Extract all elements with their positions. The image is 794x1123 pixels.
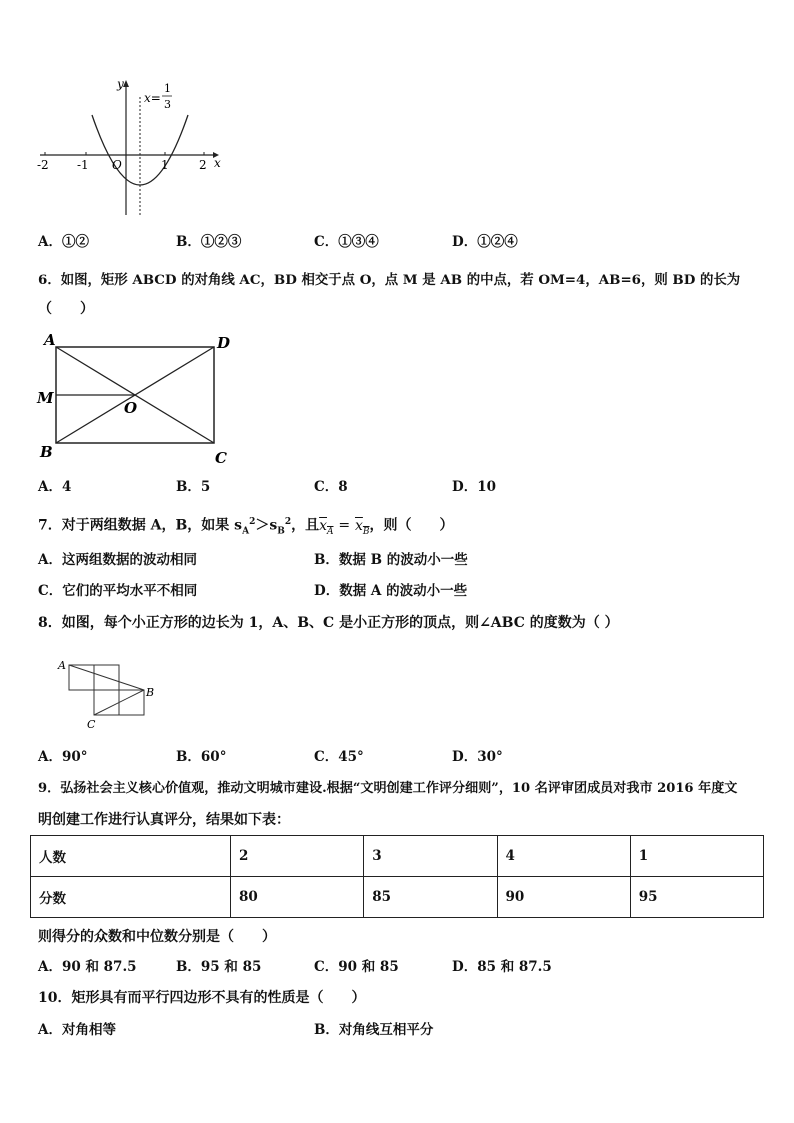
q7-option-d[interactable]: D．数据 A 的波动小一些 [314, 583, 468, 599]
table-cell: 分数 [31, 877, 231, 918]
mean-a-x: x [319, 517, 327, 534]
q7-tail: ，则（ ） [369, 517, 454, 534]
mean-a-sub: A [327, 526, 334, 537]
mean-b [354, 517, 370, 537]
q7-option-a[interactable]: A．这两组数据的波动相同 [38, 552, 197, 568]
q10-option-b[interactable]: B．对角线互相平分 [314, 1022, 434, 1038]
q6-stem-blank: （ ） [38, 301, 94, 317]
symmetry-den: 3 [164, 98, 171, 111]
table-cell: 人数 [31, 836, 231, 877]
q9-option-c[interactable]: C．90 和 85 [314, 959, 399, 975]
grid-point-a: A [58, 659, 66, 672]
q9-stem-line2: 明创建工作进行认真评分，结果如下表： [38, 812, 290, 828]
q10-stem: 10．矩形具有而平行四边形不具有的性质是（ ） [38, 990, 366, 1006]
table-cell: 90 [497, 877, 630, 918]
q9-question: 则得分的众数和中位数分别是（ ） [38, 929, 276, 945]
vertex-c: C [215, 449, 227, 467]
vertex-b: B [40, 443, 53, 461]
point-o: O [124, 399, 138, 417]
q7-eq: = [338, 517, 351, 534]
table-cell: 3 [364, 836, 497, 877]
q5-option-d[interactable]: D．①②④ [452, 234, 518, 250]
tick-neg2: -2 [37, 158, 49, 172]
q8-option-c[interactable]: C．45° [314, 749, 364, 765]
q7-option-b[interactable]: B．数据 B 的波动小一些 [314, 552, 468, 568]
q7-sub-b: B [277, 526, 285, 537]
q6-stem: 6．如图，矩形 ABCD 的对角线 AC，BD 相交于点 O，点 M 是 AB 的中点，若 OM=4，AB=6，则 BD 的长为 [38, 272, 741, 288]
q10-option-a[interactable]: A．对角相等 [38, 1022, 116, 1038]
rectangle-figure [34, 330, 244, 470]
table-cell: 95 [630, 877, 763, 918]
q8-option-a[interactable]: A．90° [38, 749, 88, 765]
symmetry-label: x= [144, 91, 161, 105]
table-row [31, 877, 764, 918]
grid-figure [54, 656, 164, 734]
table-cell: 1 [630, 836, 763, 877]
q5-option-a[interactable]: A．①② [38, 234, 89, 250]
q6-option-c[interactable]: C．8 [314, 479, 348, 495]
table-row [31, 836, 764, 877]
score-table [30, 835, 764, 918]
table-cell: 2 [231, 836, 364, 877]
q5-option-b[interactable]: B．①②③ [176, 234, 242, 250]
parabola-graph [30, 75, 230, 220]
q6-option-a[interactable]: A．4 [38, 479, 72, 495]
q5-option-c[interactable]: C．①③④ [314, 234, 379, 250]
grid-point-b: B [146, 686, 155, 699]
q7-sub-a: A [242, 526, 250, 537]
table-cell: 80 [231, 877, 364, 918]
q9-option-a[interactable]: A．90 和 87.5 [38, 959, 137, 975]
q7-stem [38, 513, 454, 540]
mean-a [319, 517, 334, 537]
q6-option-d[interactable]: D．10 [452, 479, 496, 495]
q6-option-b[interactable]: B．5 [176, 479, 211, 495]
q7-sup-2: 2 [284, 517, 292, 527]
x-axis-label: x [214, 156, 221, 170]
q7-lead: 7．对于两组数据 A，B，如果 s [38, 517, 243, 534]
q9-stem-line1: 9．弘扬社会主义核心价值观，推动文明城市建设.根据“文明创建工作评分细则”，10 名评审团成员对我市 2016 年度文 [38, 781, 738, 796]
table-cell: 85 [364, 877, 497, 918]
tick-1: 1 [161, 158, 169, 172]
q7-and: ，且 [291, 517, 320, 534]
symmetry-num: 1 [164, 82, 171, 95]
mean-b-x: x [354, 517, 363, 534]
q7-sup-1: 2 [249, 517, 256, 527]
tick-2: 2 [199, 158, 207, 172]
q8-stem: 8．如图，每个小正方形的边长为 1，A、B、C 是小正方形的顶点，则∠ABC 的度数为（ ） [38, 615, 619, 631]
tick-neg1: -1 [77, 158, 89, 172]
vertex-a: A [44, 331, 56, 349]
q8-option-d[interactable]: D．30° [452, 749, 503, 765]
mean-b-sub: B [362, 526, 370, 537]
q8-option-b[interactable]: B．60° [176, 749, 227, 765]
y-axis-label: y [117, 77, 124, 91]
grid-point-c: C [87, 718, 96, 731]
q7-option-c[interactable]: C．它们的平均水平不相同 [38, 583, 198, 599]
origin-label: O [112, 158, 122, 172]
q9-option-b[interactable]: B．95 和 85 [176, 959, 262, 975]
table-cell: 4 [497, 836, 630, 877]
point-m: M [37, 389, 54, 407]
q9-option-d[interactable]: D．85 和 87.5 [452, 959, 552, 975]
q7-gt: ＞s [255, 517, 278, 534]
vertex-d: D [217, 334, 231, 352]
